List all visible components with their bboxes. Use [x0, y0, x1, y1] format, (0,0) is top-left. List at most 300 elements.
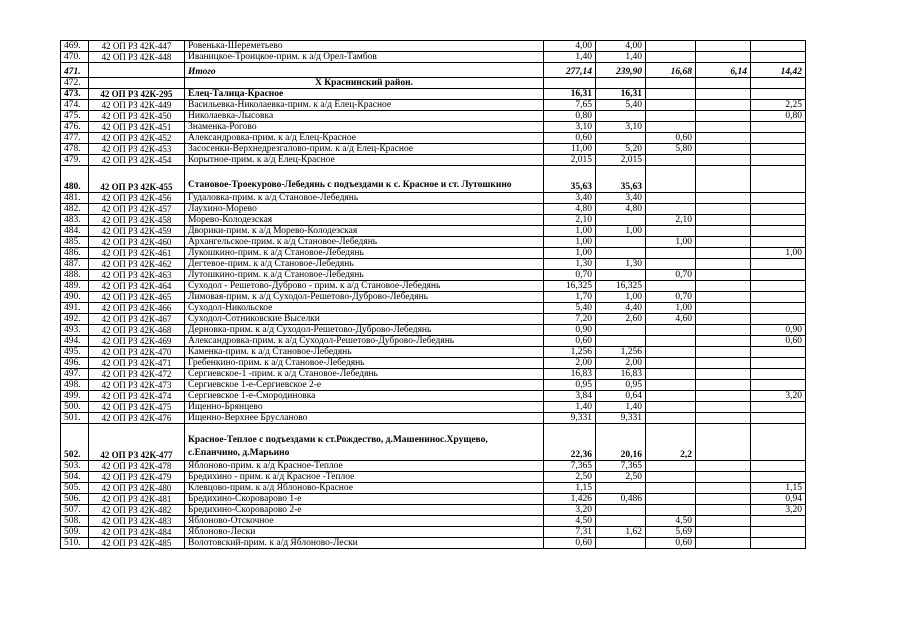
road-name: Васильевка-Николаевка-прим. к а/д Елец-Красное: [185, 100, 544, 111]
table-row: [61, 122, 806, 133]
length-total: 4,50: [544, 516, 596, 527]
road-name: Ищенно-Брянцево: [185, 402, 544, 413]
length-col-5: [751, 472, 806, 483]
table-row: [61, 144, 806, 155]
length-col-2: 1,256: [596, 347, 646, 358]
length-col-2: 4,00: [596, 41, 646, 52]
road-code: 42 ОП РЗ 42К-468: [89, 325, 185, 336]
table-row: [61, 237, 806, 248]
road-code: 42 ОП РЗ 42К-475: [89, 402, 185, 413]
length-col-3: [646, 369, 696, 380]
length-col-5: 0,90: [751, 325, 806, 336]
road-code: 42 ОП РЗ 42К-484: [89, 527, 185, 538]
length-col-2: 239,90: [596, 63, 646, 78]
length-col-5: [751, 237, 806, 248]
row-number: 498.: [61, 380, 89, 391]
road-code: 42 ОП РЗ 42К-463: [89, 270, 185, 281]
road-name: Суходол-Никольское: [185, 303, 544, 314]
row-number: 479.: [61, 155, 89, 166]
length-col-3: [646, 347, 696, 358]
row-number: 486.: [61, 248, 89, 259]
length-col-4: [696, 133, 751, 144]
road-code: 42 ОП РЗ 42К-452: [89, 133, 185, 144]
length-col-3: [646, 358, 696, 369]
length-col-5: [751, 461, 806, 472]
length-col-2: [596, 538, 646, 549]
length-col-2: [596, 111, 646, 122]
row-number: 499.: [61, 391, 89, 402]
road-name: Иваницкое-Троицкое-прим. к а/д Орел-Тамбов: [185, 52, 544, 63]
length-col-4: [696, 314, 751, 325]
length-total: 0,95: [544, 380, 596, 391]
length-col-4: [696, 226, 751, 237]
length-col-3: [646, 122, 696, 133]
row-number: 495.: [61, 347, 89, 358]
length-col-4: [696, 292, 751, 303]
row-number: 473.: [61, 89, 89, 100]
row-number: 496.: [61, 358, 89, 369]
length-total: 1,40: [544, 52, 596, 63]
table-row: [61, 89, 806, 100]
table-row: [61, 193, 806, 204]
length-col-5: [751, 358, 806, 369]
length-col-3: [646, 166, 696, 193]
length-col-2: [596, 270, 646, 281]
road-name: Лукошкино-прим. к а/д Становое-Лебедянь: [185, 248, 544, 259]
length-col-5: 3,20: [751, 505, 806, 516]
length-col-5: [751, 133, 806, 144]
length-col-2: 3,10: [596, 122, 646, 133]
row-number: 491.: [61, 303, 89, 314]
length-col-3: [646, 402, 696, 413]
length-total: 1,70: [544, 292, 596, 303]
length-total: 5,40: [544, 303, 596, 314]
length-col-4: [696, 347, 751, 358]
length-col-2: 0,95: [596, 380, 646, 391]
length-total: 0,80: [544, 111, 596, 122]
length-total: 7,31: [544, 527, 596, 538]
row-number: 493.: [61, 325, 89, 336]
road-code: 42 ОП РЗ 42К-462: [89, 259, 185, 270]
row-number: 497.: [61, 369, 89, 380]
length-total: 7,65: [544, 100, 596, 111]
length-col-4: [696, 111, 751, 122]
road-code: 42 ОП РЗ 42К-485: [89, 538, 185, 549]
road-name: Суходол - Решетово-Дуброво - прим. к а/д Становое-Лебедянь: [185, 281, 544, 292]
table-row: [61, 413, 806, 424]
table-body: [61, 41, 806, 549]
length-col-4: [696, 358, 751, 369]
length-total: 7,20: [544, 314, 596, 325]
length-col-3: [646, 226, 696, 237]
roads-table: [60, 40, 806, 549]
length-col-2: [596, 248, 646, 259]
length-col-3: 0,60: [646, 133, 696, 144]
length-col-2: 5,40: [596, 100, 646, 111]
length-col-2: 4,80: [596, 204, 646, 215]
road-code: 42 ОП РЗ 42К-469: [89, 336, 185, 347]
row-number: 508.: [61, 516, 89, 527]
road-name: Волотовский-прим. к а/д Яблоново-Лески: [185, 538, 544, 549]
table-row: [61, 281, 806, 292]
length-col-5: 2,25: [751, 100, 806, 111]
length-total: 3,84: [544, 391, 596, 402]
row-number: 494.: [61, 336, 89, 347]
length-col-5: [751, 424, 806, 461]
length-total: 277,14: [544, 63, 596, 78]
length-col-3: [646, 204, 696, 215]
table-row: [61, 41, 806, 52]
length-col-3: [646, 505, 696, 516]
table-row: [61, 270, 806, 281]
road-code: 42 ОП РЗ 42К-448: [89, 52, 185, 63]
length-col-3: 16,68: [646, 63, 696, 78]
length-col-3: 1,00: [646, 303, 696, 314]
table-row: [61, 226, 806, 237]
row-number: 509.: [61, 527, 89, 538]
road-code: 42 ОП РЗ 42К-465: [89, 292, 185, 303]
table-row: [61, 424, 806, 461]
table-row: [61, 483, 806, 494]
length-col-4: [696, 538, 751, 549]
length-total: 1,40: [544, 402, 596, 413]
row-number: 492.: [61, 314, 89, 325]
table-row: [61, 52, 806, 63]
road-code: 42 ОП РЗ 42К-482: [89, 505, 185, 516]
length-col-4: 6,14: [696, 63, 751, 78]
table-row: [61, 111, 806, 122]
length-col-4: [696, 494, 751, 505]
length-col-3: [646, 100, 696, 111]
length-total: 1,426: [544, 494, 596, 505]
length-col-5: [751, 303, 806, 314]
length-total: 0,60: [544, 336, 596, 347]
length-total: 16,83: [544, 369, 596, 380]
road-code: 42 ОП РЗ 42К-449: [89, 100, 185, 111]
road-code: 42 ОП РЗ 42К-477: [89, 424, 185, 461]
road-name: Николаевка-Лысовка: [185, 111, 544, 122]
row-number: 475.: [61, 111, 89, 122]
length-col-5: [751, 52, 806, 63]
length-col-4: [696, 336, 751, 347]
road-code: 42 ОП РЗ 42К-470: [89, 347, 185, 358]
table-row: [61, 538, 806, 549]
table-row: [61, 100, 806, 111]
table-row: [61, 155, 806, 166]
length-col-5: [751, 538, 806, 549]
length-col-3: [646, 391, 696, 402]
road-code: 42 ОП РЗ 42К-481: [89, 494, 185, 505]
road-code: 42 ОП РЗ 42К-474: [89, 391, 185, 402]
length-col-5: [751, 402, 806, 413]
length-col-2: 0,486: [596, 494, 646, 505]
length-col-5: [751, 292, 806, 303]
length-col-2: 1,00: [596, 292, 646, 303]
length-col-5: [751, 516, 806, 527]
length-col-5: [751, 89, 806, 100]
row-number: 474.: [61, 100, 89, 111]
road-name: Елец-Талица-Красное: [185, 89, 544, 100]
length-col-4: [696, 259, 751, 270]
length-col-5: [751, 41, 806, 52]
row-number: 502.: [61, 424, 89, 461]
length-total: 3,10: [544, 122, 596, 133]
length-total: 3,40: [544, 193, 596, 204]
table-row: [61, 461, 806, 472]
table-row: [61, 336, 806, 347]
length-col-3: [646, 483, 696, 494]
row-number: 484.: [61, 226, 89, 237]
row-number: 504.: [61, 472, 89, 483]
road-code: 42 ОП РЗ 42К-479: [89, 472, 185, 483]
road-code: 42 ОП РЗ 42К-472: [89, 369, 185, 380]
length-col-3: 0,70: [646, 270, 696, 281]
length-col-4: [696, 78, 751, 89]
table-row: [61, 248, 806, 259]
length-col-4: [696, 391, 751, 402]
table-row: [61, 133, 806, 144]
length-col-4: [696, 144, 751, 155]
length-total: 2,10: [544, 215, 596, 226]
length-col-4: [696, 237, 751, 248]
length-col-2: 16,83: [596, 369, 646, 380]
road-name: Сергиевское-1 -прим. к а/д Становое-Лебедянь: [185, 369, 544, 380]
row-number: 470.: [61, 52, 89, 63]
length-total: 11,00: [544, 144, 596, 155]
length-col-5: 1,15: [751, 483, 806, 494]
road-code: 42 ОП РЗ 42К-476: [89, 413, 185, 424]
road-code: 42 ОП РЗ 42К-483: [89, 516, 185, 527]
length-total: [544, 78, 596, 89]
length-total: 1,30: [544, 259, 596, 270]
length-total: 16,325: [544, 281, 596, 292]
road-name: Клевцово-прим. к а/д Яблоново-Красное: [185, 483, 544, 494]
row-number: 505.: [61, 483, 89, 494]
road-name: Становое-Троекурово-Лебедянь с подъездами к с. Красное и ст. Лутошкино: [185, 166, 544, 193]
length-col-5: [751, 347, 806, 358]
length-col-4: [696, 303, 751, 314]
length-col-2: 20,16: [596, 424, 646, 461]
row-number: 478.: [61, 144, 89, 155]
length-col-4: [696, 472, 751, 483]
road-name: Засосенки-Верхнедрезгалово-прим. к а/д Елец-Красное: [185, 144, 544, 155]
length-col-2: 16,325: [596, 281, 646, 292]
length-col-2: [596, 133, 646, 144]
length-col-4: [696, 155, 751, 166]
table-row: [61, 494, 806, 505]
table-row: [61, 166, 806, 193]
length-col-3: [646, 413, 696, 424]
length-col-2: [596, 78, 646, 89]
row-number: 487.: [61, 259, 89, 270]
road-code: 42 ОП РЗ 42К-471: [89, 358, 185, 369]
row-number: 506.: [61, 494, 89, 505]
length-total: 4,00: [544, 41, 596, 52]
length-col-5: [751, 259, 806, 270]
length-col-2: 2,60: [596, 314, 646, 325]
length-col-5: [751, 204, 806, 215]
row-number: 476.: [61, 122, 89, 133]
road-code: 42 ОП РЗ 42К-459: [89, 226, 185, 237]
row-number: 489.: [61, 281, 89, 292]
row-number: 503.: [61, 461, 89, 472]
road-code: 42 ОП РЗ 42К-480: [89, 483, 185, 494]
length-col-3: [646, 461, 696, 472]
length-total: 0,60: [544, 538, 596, 549]
length-col-4: [696, 215, 751, 226]
table-row: [61, 63, 806, 78]
road-code: 42 ОП РЗ 42К-458: [89, 215, 185, 226]
road-name: Лутошкино-прим. к а/д Становое-Лебедянь: [185, 270, 544, 281]
road-code: 42 ОП РЗ 42К-454: [89, 155, 185, 166]
length-col-2: 1,00: [596, 226, 646, 237]
road-name: Архангельское-прим. к а/д Становое-Лебедянь: [185, 237, 544, 248]
length-col-5: [751, 527, 806, 538]
length-col-2: 5,20: [596, 144, 646, 155]
length-col-4: [696, 270, 751, 281]
road-name: Суходол-Сотниковские Выселки: [185, 314, 544, 325]
length-col-5: [751, 270, 806, 281]
road-name: Бредихино-Скороварово 1-е: [185, 494, 544, 505]
length-col-3: [646, 325, 696, 336]
length-col-5: 0,60: [751, 336, 806, 347]
length-col-4: [696, 41, 751, 52]
length-col-3: [646, 494, 696, 505]
road-code: 42 ОП РЗ 42К-453: [89, 144, 185, 155]
road-code: 42 ОП РЗ 42К-295: [89, 89, 185, 100]
row-number: 507.: [61, 505, 89, 516]
road-name: Александровка-прим. к а/д Елец-Красное: [185, 133, 544, 144]
length-col-2: [596, 516, 646, 527]
length-col-5: [751, 413, 806, 424]
length-col-4: [696, 402, 751, 413]
table-row: [61, 527, 806, 538]
length-total: 1,15: [544, 483, 596, 494]
road-name: Каменка-прим. к а/д Становое-Лебедянь: [185, 347, 544, 358]
length-col-2: 35,63: [596, 166, 646, 193]
length-col-4: [696, 369, 751, 380]
length-col-4: [696, 204, 751, 215]
road-name: Александровка-прим. к а/д Суходол-Решетово-Дуброво-Лебедянь: [185, 336, 544, 347]
length-total: 35,63: [544, 166, 596, 193]
table-row: [61, 380, 806, 391]
length-col-5: [751, 155, 806, 166]
road-name: Яблоново-Отскочное: [185, 516, 544, 527]
row-number: 490.: [61, 292, 89, 303]
length-col-2: 3,40: [596, 193, 646, 204]
length-col-2: 9,331: [596, 413, 646, 424]
length-col-3: [646, 89, 696, 100]
length-col-3: 2,2: [646, 424, 696, 461]
length-col-3: [646, 336, 696, 347]
length-col-5: [751, 314, 806, 325]
length-total: 2,50: [544, 472, 596, 483]
length-col-4: [696, 89, 751, 100]
length-col-2: [596, 215, 646, 226]
length-col-4: [696, 483, 751, 494]
length-col-5: [751, 380, 806, 391]
length-col-4: [696, 505, 751, 516]
length-col-4: [696, 281, 751, 292]
road-name: X Краснинский район.: [185, 78, 544, 89]
table-row: [61, 259, 806, 270]
table-row: [61, 314, 806, 325]
length-col-4: [696, 52, 751, 63]
length-col-5: [751, 281, 806, 292]
length-col-2: [596, 336, 646, 347]
road-name: Морево-Колодезская: [185, 215, 544, 226]
length-col-5: [751, 226, 806, 237]
length-col-3: [646, 281, 696, 292]
road-code: 42 ОП РЗ 42К-456: [89, 193, 185, 204]
length-total: 2,015: [544, 155, 596, 166]
length-col-4: [696, 516, 751, 527]
road-name: Ровенька-Шереметьево: [185, 41, 544, 52]
table-row: [61, 303, 806, 314]
length-col-3: [646, 193, 696, 204]
length-col-3: [646, 41, 696, 52]
length-col-3: 4,50: [646, 516, 696, 527]
length-col-3: [646, 380, 696, 391]
length-col-2: [596, 483, 646, 494]
road-code: 42 ОП РЗ 42К-478: [89, 461, 185, 472]
length-col-5: [751, 166, 806, 193]
row-number: 510.: [61, 538, 89, 549]
road-name: Лаухино-Морево: [185, 204, 544, 215]
length-col-4: [696, 325, 751, 336]
length-total: 0,60: [544, 133, 596, 144]
length-col-3: [646, 155, 696, 166]
road-name: Яблоново-прим. к а/д Красное-Теплое: [185, 461, 544, 472]
length-col-5: [751, 369, 806, 380]
road-code: [89, 63, 185, 78]
length-col-4: [696, 461, 751, 472]
row-number: 477.: [61, 133, 89, 144]
length-col-2: 1,30: [596, 259, 646, 270]
length-col-4: [696, 193, 751, 204]
length-col-5: 14,42: [751, 63, 806, 78]
road-code: 42 ОП РЗ 42К-466: [89, 303, 185, 314]
table-row: [61, 347, 806, 358]
row-number: 472.: [61, 78, 89, 89]
length-col-2: 1,40: [596, 52, 646, 63]
table-row: [61, 402, 806, 413]
road-code: 42 ОП РЗ 42К-460: [89, 237, 185, 248]
length-col-2: 0,64: [596, 391, 646, 402]
row-number: 469.: [61, 41, 89, 52]
length-col-2: 1,62: [596, 527, 646, 538]
length-col-5: 0,94: [751, 494, 806, 505]
road-name: Дерновка-прим. к а/д Суходол-Решетово-Дуброво-Лебедянь: [185, 325, 544, 336]
length-col-4: [696, 248, 751, 259]
road-name: Корытное-прим. к а/д Елец-Красное: [185, 155, 544, 166]
table-row: [61, 505, 806, 516]
length-col-2: [596, 325, 646, 336]
row-number: 471.: [61, 63, 89, 78]
length-total: 7,365: [544, 461, 596, 472]
road-name: Сергиевское 1-е-Сергиевское 2-е: [185, 380, 544, 391]
length-col-3: 5,69: [646, 527, 696, 538]
road-code: 42 ОП РЗ 42К-450: [89, 111, 185, 122]
length-col-3: [646, 78, 696, 89]
road-code: 42 ОП РЗ 42К-461: [89, 248, 185, 259]
row-number: 501.: [61, 413, 89, 424]
length-col-5: [751, 144, 806, 155]
length-col-3: 5,80: [646, 144, 696, 155]
road-name: Сергиевское 1-е-Смородиновка: [185, 391, 544, 402]
road-name: Знаменка-Рогово: [185, 122, 544, 133]
length-total: 1,00: [544, 237, 596, 248]
